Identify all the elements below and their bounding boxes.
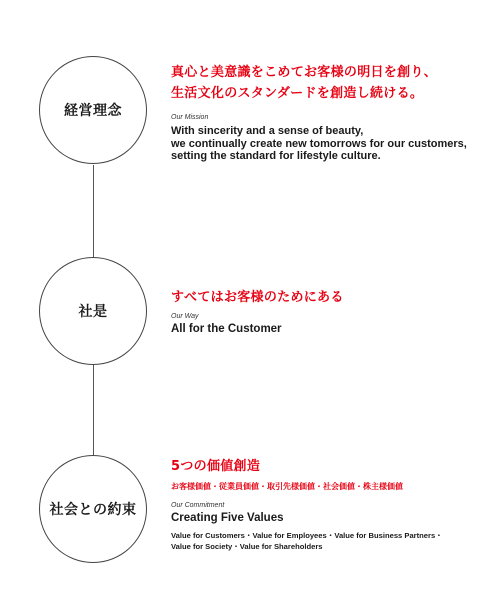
commitment-detail-line: Value for Society・Value for Shareholders xyxy=(171,542,323,551)
mission-body-line: With sincerity and a sense of beauty, xyxy=(171,125,364,137)
commitment-lead: Creating Five Values xyxy=(171,512,284,524)
commitment-circle xyxy=(39,455,147,563)
commitment-subhead: お客様価値・従業員価値・取引先様価値・社会価値・株主様価値 xyxy=(171,482,403,491)
mission-body-line: we continually create new tomorrows for our customers, xyxy=(171,137,467,150)
connector-line-bottom xyxy=(93,364,94,459)
way-body: All for the Customer xyxy=(171,323,282,335)
mission-circle xyxy=(39,56,147,164)
mission-section xyxy=(171,62,481,163)
mission-eyebrow: Our Mission xyxy=(171,114,209,121)
commitment-headline: 5つの価値創造 xyxy=(171,459,261,474)
commitment-detail-line: Value for Customers・Value for Employees・Value for Business Partners・ xyxy=(171,531,443,540)
mission-body xyxy=(171,125,481,163)
way-headline: すべてはお客様のためにある xyxy=(171,290,344,305)
way-eyebrow: Our Way xyxy=(171,313,199,320)
way-circle-label: 社是 xyxy=(78,304,108,320)
way-circle xyxy=(39,257,147,365)
commitment-section xyxy=(171,456,481,552)
connector-line-top xyxy=(93,165,94,260)
mission-body-line: setting the standard for lifestyle culture. xyxy=(171,150,381,162)
way-section xyxy=(171,287,481,335)
mission-headline-line: 生活文化のスタンダードを創造し続ける。 xyxy=(171,86,424,101)
mission-headline-line: 真心と美意識をこめてお客様の明日を創り、 xyxy=(171,65,438,80)
mission-circle-label: 経営理念 xyxy=(64,103,122,119)
mission-headline xyxy=(171,62,481,104)
commitment-circle-label: 社会との約束 xyxy=(49,502,137,518)
commitment-eyebrow: Our Commitment xyxy=(171,502,225,509)
commitment-detail xyxy=(171,530,481,552)
